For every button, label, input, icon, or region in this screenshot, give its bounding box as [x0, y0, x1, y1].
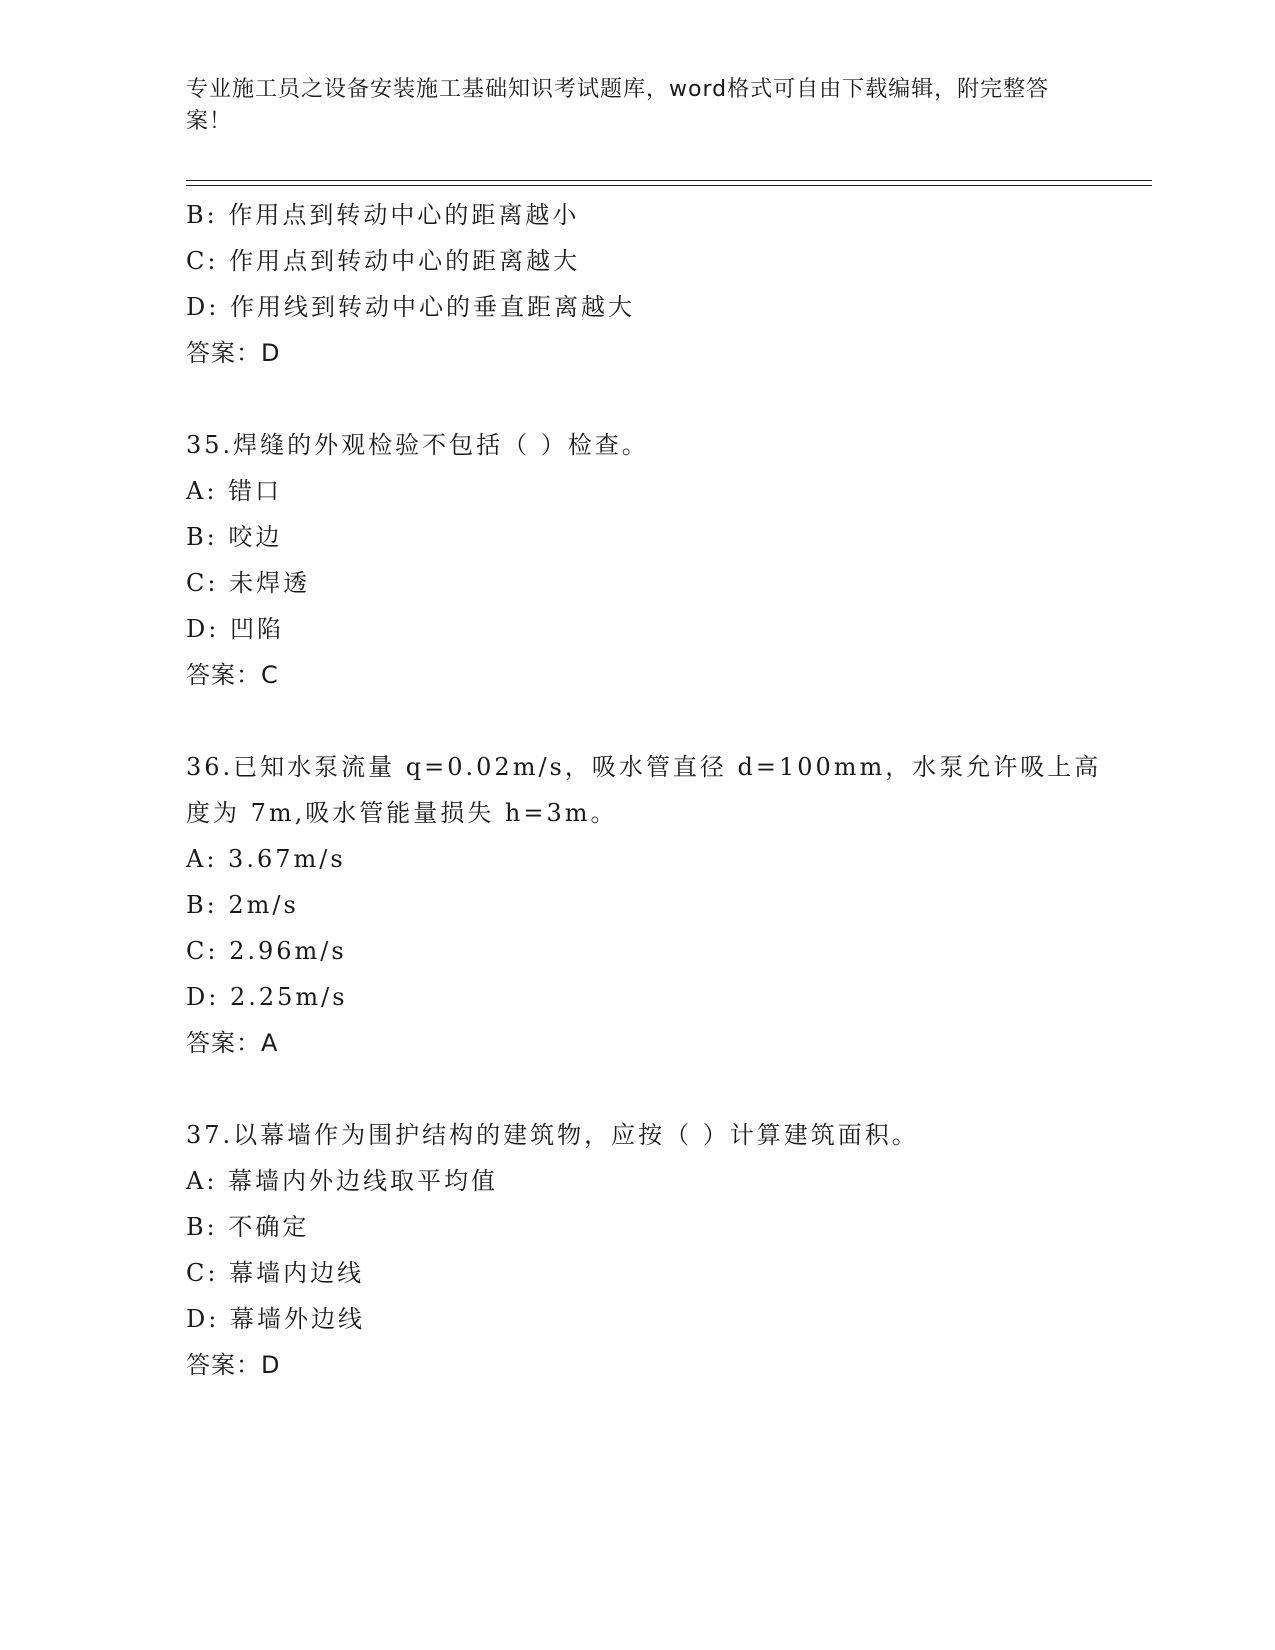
- option-d: D: 2.25m/s: [186, 983, 348, 1011]
- option-c: C: 幕墙内边线: [186, 1259, 365, 1287]
- option-a: A: 幕墙内外边线取平均值: [186, 1167, 499, 1195]
- question-stem: 35.焊缝的外观检验不包括（ ）检查。: [186, 431, 649, 459]
- answer: 答案：D: [186, 1351, 281, 1379]
- answer: 答案：D: [186, 339, 281, 367]
- spacer: [186, 376, 1086, 422]
- option-c: C: 作用点到转动中心的距离越大: [186, 247, 581, 275]
- spacer: [186, 1066, 1086, 1112]
- option-c: C: 未焊透: [186, 569, 311, 597]
- option-a: A: 错口: [186, 477, 283, 505]
- question-list: [186, 192, 1102, 1388]
- option-c: C: 2.96m/s: [186, 937, 347, 965]
- option-b: B: 咬边: [186, 523, 283, 551]
- option-a: A: 3.67m/s: [186, 845, 346, 873]
- option-b: B: 不确定: [186, 1213, 310, 1241]
- option-b: B: 作用点到转动中心的距离越小: [186, 201, 580, 229]
- question-stem: 37.以幕墙作为围护结构的建筑物，应按（ ）计算建筑面积。: [186, 1121, 919, 1149]
- header-divider-top: [186, 180, 1152, 181]
- option-d: D: 凹陷: [186, 615, 284, 643]
- option-d: D: 作用线到转动中心的垂直距离越大: [186, 293, 635, 321]
- question-36: [186, 744, 1102, 1066]
- question-stem-line-2: 度为 7m,吸水管能量损失 h=3m。: [186, 799, 618, 827]
- spacer: [186, 698, 1086, 744]
- answer: 答案：A: [186, 1029, 279, 1057]
- question-34: [186, 192, 1086, 376]
- answer: 答案：C: [186, 661, 279, 689]
- option-b: B: 2m/s: [186, 891, 299, 919]
- header-divider-bottom: [186, 185, 1152, 186]
- option-d: D: 幕墙外边线: [186, 1305, 365, 1333]
- question-35: [186, 422, 1086, 698]
- question-stem-line-1: 36.已知水泵流量 q=0.02m/s，吸水管直径 d=100mm，水泵允许吸上高: [186, 753, 1102, 781]
- question-37: [186, 1112, 1086, 1388]
- document-header: 专业施工员之设备安装施工基础知识考试题库，word格式可自由下载编辑，附完整答案！: [186, 77, 1050, 134]
